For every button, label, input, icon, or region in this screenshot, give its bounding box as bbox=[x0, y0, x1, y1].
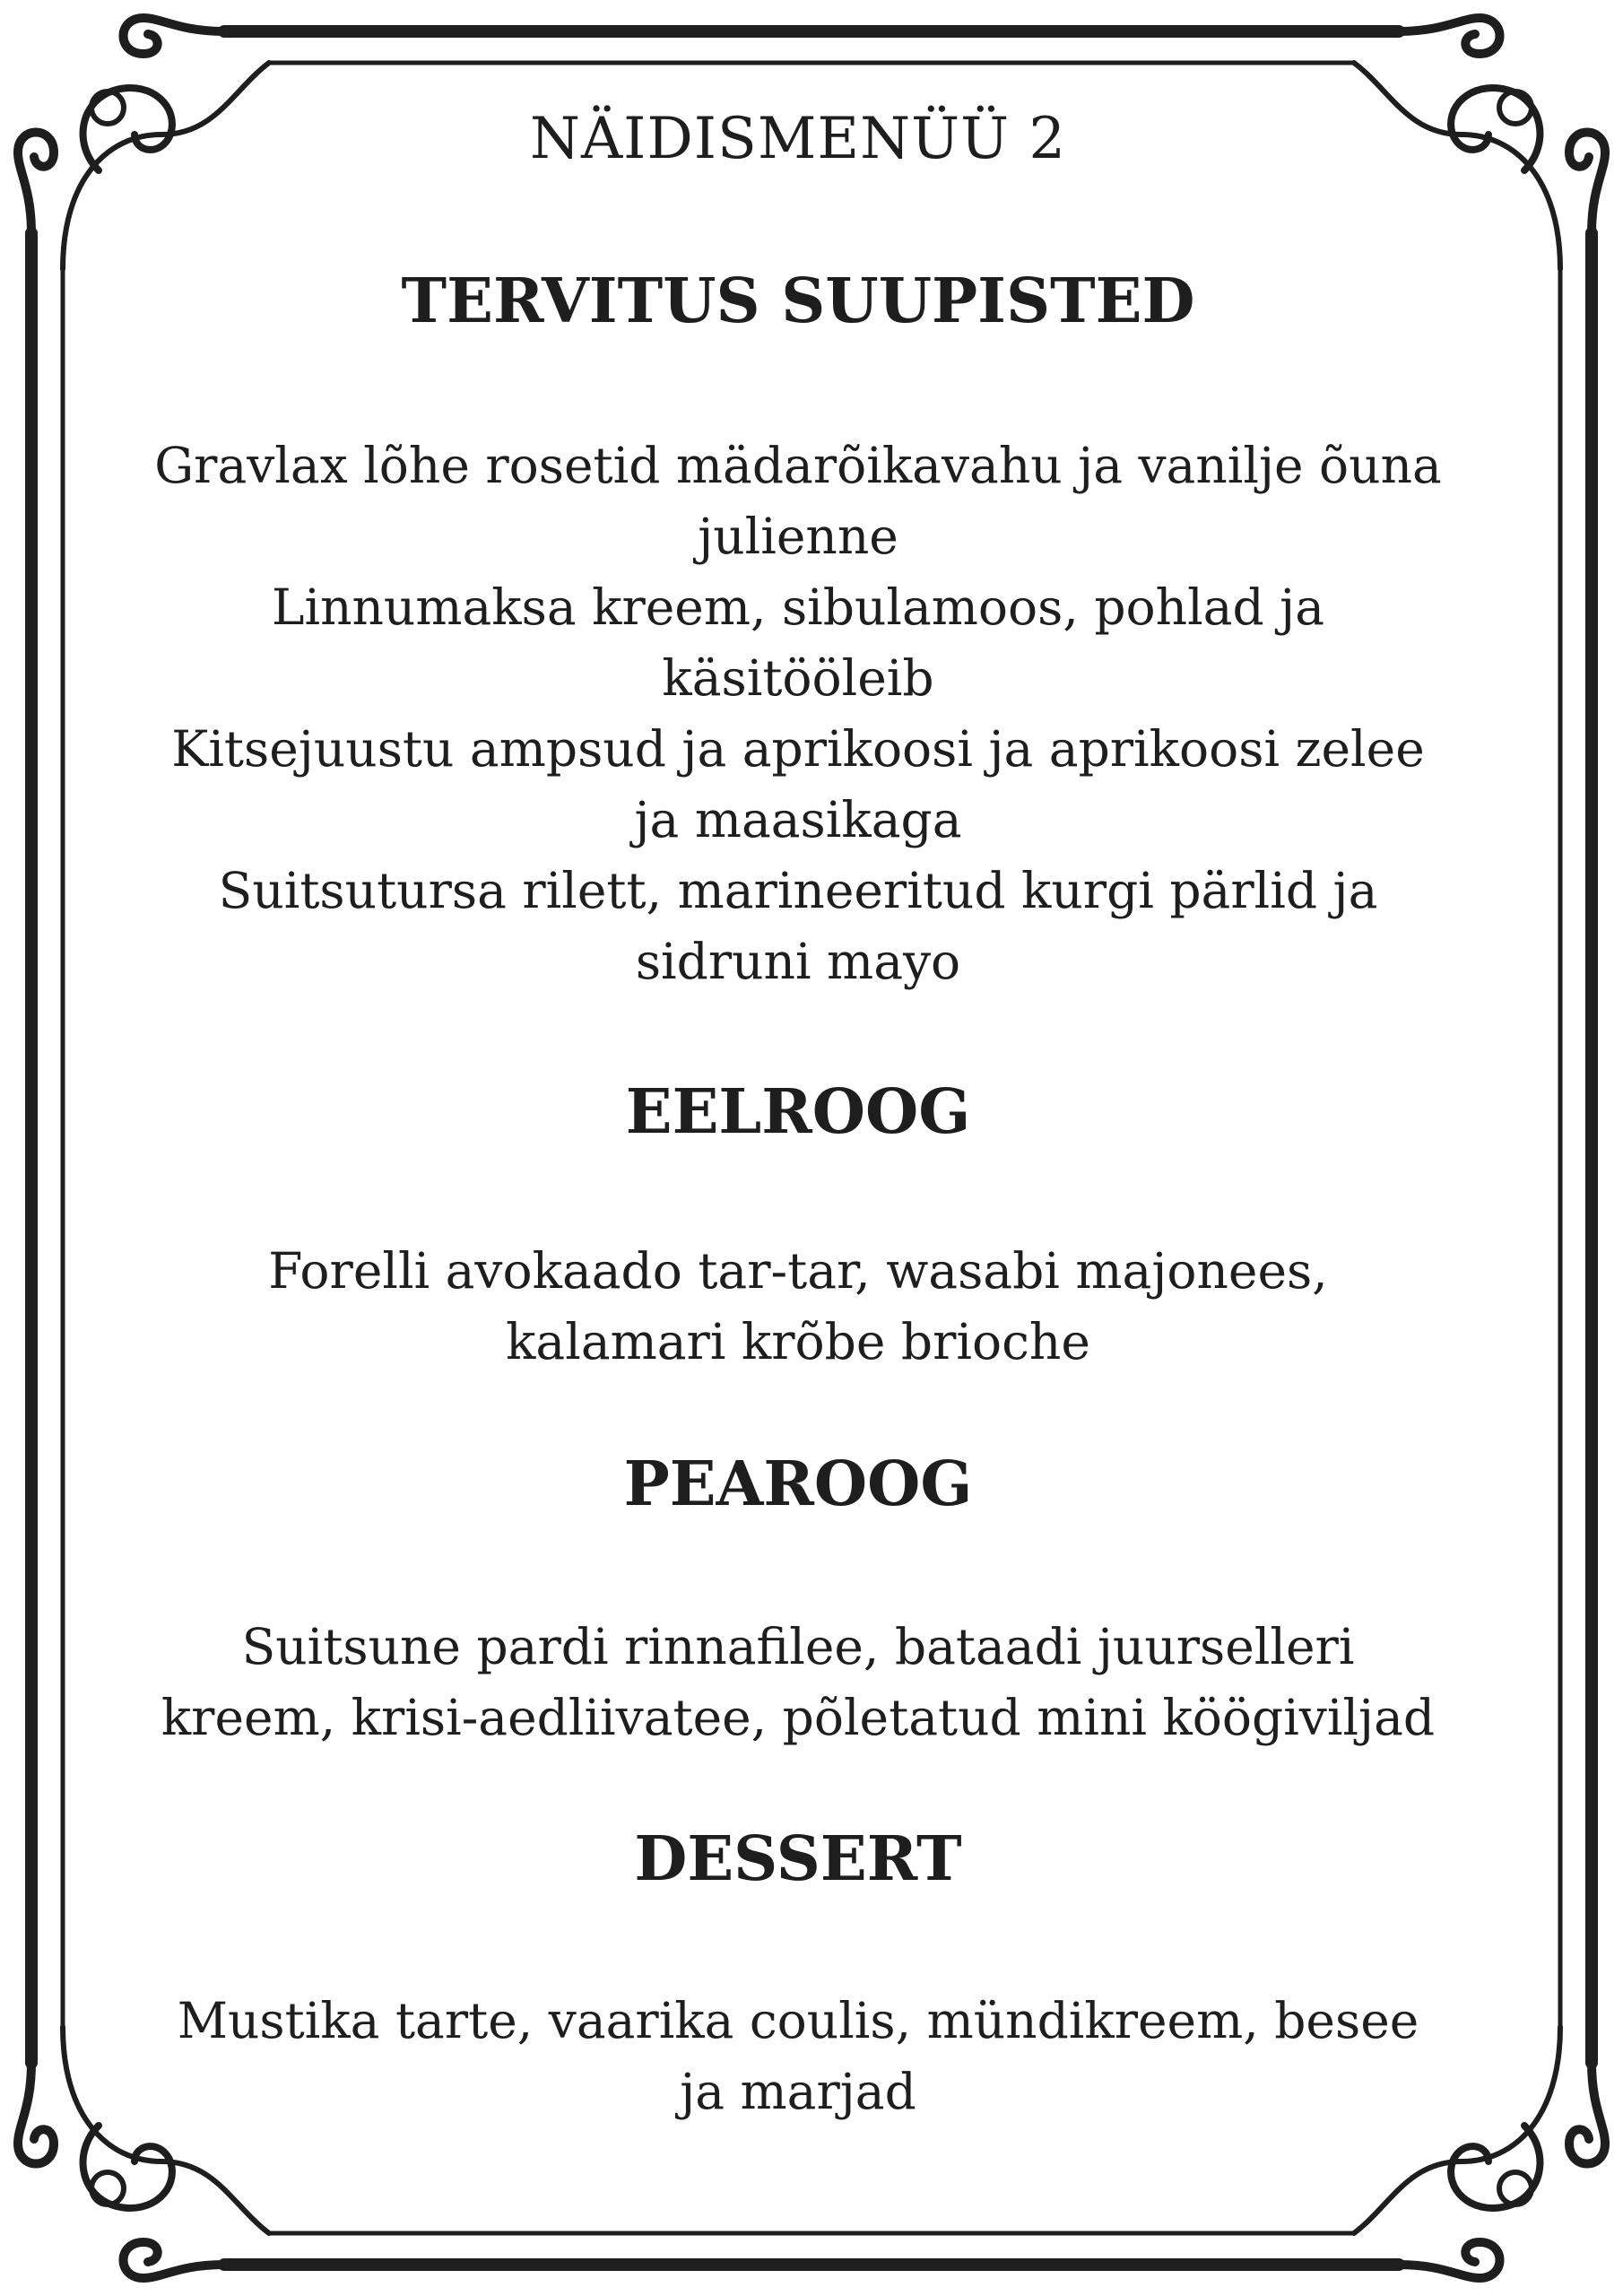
section-items-starters bbox=[117, 430, 1480, 997]
section-items-main-course bbox=[117, 1612, 1480, 1753]
menu-item: Kitsejuustu ampsud ja aprikoosi ja aprikoosi zelee ja maasikaga bbox=[171, 720, 1425, 848]
section-items-dessert bbox=[117, 1986, 1480, 2127]
menu-item: Linnumaksa kreem, sibulamoos, pohlad ja käsitööleib bbox=[271, 578, 1325, 707]
section-heading-starters: TERVITUS SUUPISTED bbox=[401, 265, 1195, 337]
menu-item: Forelli avokaado tar-tar, wasabi majonees, kalamari krõbe brioche bbox=[268, 1242, 1328, 1370]
menu-item: Gravlax lõhe rosetid mädarõikavahu ja vanilje õuna julienne bbox=[154, 437, 1442, 565]
section-heading-main-course: PEAROOG bbox=[623, 1448, 973, 1520]
menu-title: NÄIDISMENÜÜ 2 bbox=[529, 106, 1067, 172]
section-items-appetizer bbox=[117, 1236, 1480, 1378]
menu-item: Suitsune pardi rinnafilee, bataadi juurselleri kreem, krisi-aedliivatee, põletatud mini köögiviljad bbox=[161, 1618, 1436, 1746]
section-heading-dessert: DESSERT bbox=[634, 1823, 962, 1895]
menu-item: Mustika tarte, vaarika coulis, mündikreem, besee ja marjad bbox=[177, 1992, 1419, 2120]
menu-item: Suitsutursa rilett, marineeritud kurgi pärlid ja sidruni mayo bbox=[218, 862, 1378, 990]
section-heading-appetizer: EELROOG bbox=[625, 1076, 971, 1148]
